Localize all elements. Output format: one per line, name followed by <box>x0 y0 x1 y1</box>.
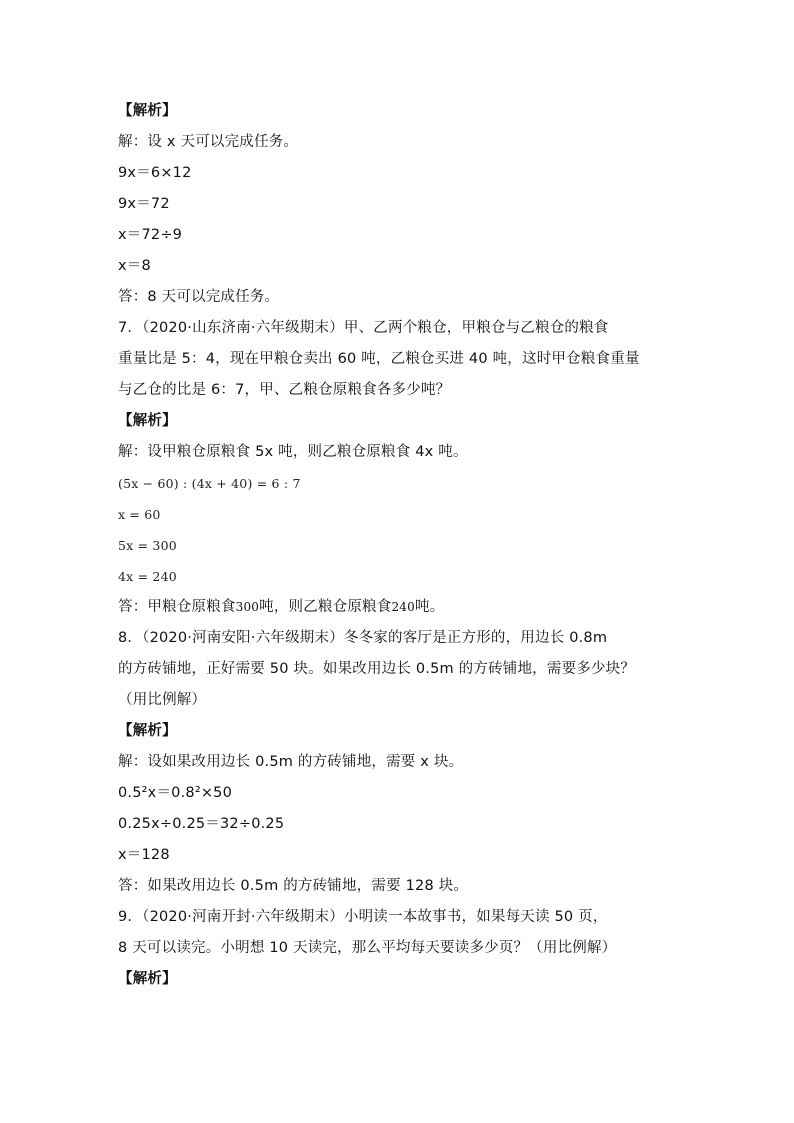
analysis-heading: 【解析】 <box>118 723 177 739</box>
math-equation: x = 60 <box>118 507 161 522</box>
solution-content <box>118 96 678 995</box>
math-equation: 5x = 300 <box>118 538 177 553</box>
question-7-line: 7．（2020·山东济南·六年级期末）甲、乙两个粮仓，甲粮仓与乙粮仓的粮食 <box>118 320 609 336</box>
equation-line: 9x＝6×12 <box>118 165 192 181</box>
answer-text: 答：甲粮仓原粮食 <box>118 599 236 615</box>
answer-value: 240 <box>391 600 415 614</box>
question-7-line: 重量比是 5：4，现在甲粮仓卖出 60 吨，乙粮仓买进 40 吨，这时甲仓粮食重量 <box>118 351 640 367</box>
question-9-line: 8 天可以读完。小明想 10 天读完，那么平均每天要读多少页？（用比例解） <box>118 940 617 956</box>
answer-line: 答：如果改用边长 0.5m 的方砖铺地，需要 128 块。 <box>118 878 469 894</box>
analysis-heading: 【解析】 <box>118 103 177 119</box>
question-8-line: 8．（2020·河南安阳·六年级期末）冬冬家的客厅是正方形的，用边长 0.8m <box>118 630 608 646</box>
question-7-line: 与乙仓的比是 6：7，甲、乙粮仓原粮食各多少吨？ <box>118 382 451 398</box>
solution-line: 解：设甲粮仓原粮食 5x 吨，则乙粮仓原粮食 4x 吨。 <box>118 444 468 460</box>
equation-line: x＝128 <box>118 847 170 863</box>
math-equation: 4x = 240 <box>118 569 177 584</box>
solution-line: 解：设如果改用边长 0.5m 的方砖铺地，需要 x 块。 <box>118 754 464 770</box>
answer-line: 答：8 天可以完成任务。 <box>118 289 280 305</box>
answer-text: 吨。 <box>414 599 445 615</box>
question-8-line: （用比例解） <box>118 692 207 708</box>
equation-line: x＝72÷9 <box>118 227 183 243</box>
equation-line: x＝8 <box>118 258 151 274</box>
answer-text: 吨，则乙粮仓原粮食 <box>259 599 392 615</box>
question-8-line: 的方砖铺地，正好需要 50 块。如果改用边长 0.5m 的方砖铺地，需要多少块？ <box>118 661 636 677</box>
solution-line: 解：设 x 天可以完成任务。 <box>118 134 299 150</box>
equation-line: 9x＝72 <box>118 196 170 212</box>
equation-line: 0.5²x＝0.8²×50 <box>118 785 233 801</box>
question-9-line: 9．（2020·河南开封·六年级期末）小明读一本故事书，如果每天读 50 页， <box>118 909 608 925</box>
answer-line <box>118 592 678 623</box>
analysis-heading: 【解析】 <box>118 413 177 429</box>
analysis-heading: 【解析】 <box>118 971 177 987</box>
equation-line: 0.25x÷0.25＝32÷0.25 <box>118 816 285 832</box>
answer-value: 300 <box>235 600 260 614</box>
math-equation: (5x − 60) : (4x + 40) = 6 : 7 <box>118 476 301 491</box>
